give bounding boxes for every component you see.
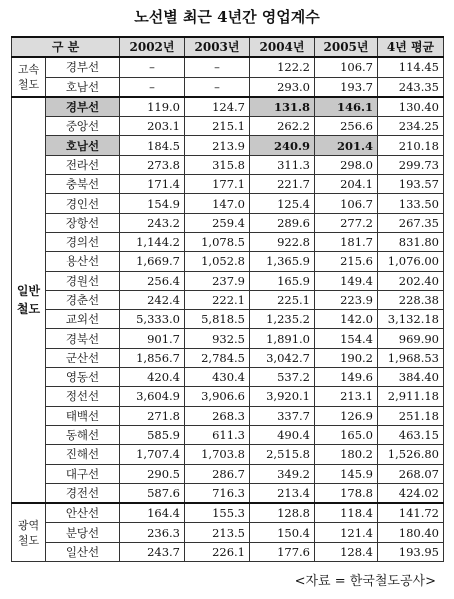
table-title: 노선별 최근 4년간 영업계수 [134, 8, 320, 26]
value-2003: 268.3 [185, 406, 250, 425]
route-name: 분당선 [46, 523, 120, 542]
table-row [12, 368, 444, 387]
value-2002: 290.5 [120, 464, 185, 483]
route-name: 전라선 [46, 155, 120, 174]
table-row [12, 523, 444, 542]
table-row [12, 57, 444, 77]
route-name: 경부선 [46, 57, 120, 77]
header-row [12, 37, 444, 57]
value-2003: 2,784.5 [185, 348, 250, 367]
group-label-ktx: 고속 철도 [12, 57, 46, 97]
value-2003: 5,818.5 [185, 310, 250, 329]
value-average: 969.90 [378, 329, 444, 348]
route-name: 호남선 [46, 136, 120, 155]
header-average: 4년 평균 [378, 37, 444, 57]
route-name: 경원선 [46, 271, 120, 290]
value-2003: 430.4 [185, 368, 250, 387]
table-row [12, 175, 444, 194]
value-2002: 242.4 [120, 290, 185, 309]
value-2003: 315.8 [185, 155, 250, 174]
value-average: 228.38 [378, 290, 444, 309]
value-2004: 537.2 [250, 368, 315, 387]
value-2004: 131.8 [250, 97, 315, 117]
table-row [12, 348, 444, 367]
route-name: 교외선 [46, 310, 120, 329]
value-2005: 256.6 [315, 117, 378, 136]
value-2002: 164.4 [120, 503, 185, 523]
value-2003: 259.4 [185, 213, 250, 232]
value-2005: 181.7 [315, 232, 378, 251]
value-average: 210.18 [378, 136, 444, 155]
value-2002: 184.5 [120, 136, 185, 155]
value-average: 463.15 [378, 425, 444, 444]
value-average: 193.95 [378, 542, 444, 561]
value-2004: 3,042.7 [250, 348, 315, 367]
value-2003: 611.3 [185, 425, 250, 444]
value-2004: 1,235.2 [250, 310, 315, 329]
value-2002: 1,856.7 [120, 348, 185, 367]
value-2003: 213.5 [185, 523, 250, 542]
route-name: 정선선 [46, 387, 120, 406]
route-name: 진해선 [46, 445, 120, 464]
table-row [12, 117, 444, 136]
table-row [12, 290, 444, 309]
value-2003: 1,052.8 [185, 252, 250, 271]
value-2004: 165.9 [250, 271, 315, 290]
table-row [12, 271, 444, 290]
value-2004: 289.6 [250, 213, 315, 232]
value-2002: 1,707.4 [120, 445, 185, 464]
value-2005: 154.4 [315, 329, 378, 348]
value-2002: 154.9 [120, 194, 185, 213]
value-2003: 155.3 [185, 503, 250, 523]
value-average: 243.35 [378, 77, 444, 97]
value-2002: 587.6 [120, 483, 185, 503]
value-2005: 298.0 [315, 155, 378, 174]
header-2005: 2005년 [315, 37, 378, 57]
route-name: 경인선 [46, 194, 120, 213]
value-2005: 180.2 [315, 445, 378, 464]
table-row [12, 77, 444, 97]
value-average: 2,911.18 [378, 387, 444, 406]
value-2005: 118.4 [315, 503, 378, 523]
table-row [12, 445, 444, 464]
value-average: 1,076.00 [378, 252, 444, 271]
table-row [12, 329, 444, 348]
table-row [12, 542, 444, 561]
value-2002: 171.4 [120, 175, 185, 194]
value-2003: 237.9 [185, 271, 250, 290]
value-2005: 142.0 [315, 310, 378, 329]
table-row [12, 406, 444, 425]
value-2005: 178.8 [315, 483, 378, 503]
value-2002: – [120, 77, 185, 97]
value-2002: 203.1 [120, 117, 185, 136]
table-row [12, 252, 444, 271]
value-average: 1,526.80 [378, 445, 444, 464]
group-label-general: 일반 철도 [12, 97, 46, 503]
table-row [12, 425, 444, 444]
table-row [12, 97, 444, 117]
value-2004: 125.4 [250, 194, 315, 213]
route-name: 장항선 [46, 213, 120, 232]
value-2004: 262.2 [250, 117, 315, 136]
value-2005: 193.7 [315, 77, 378, 97]
value-average: 180.40 [378, 523, 444, 542]
value-2004: 1,891.0 [250, 329, 315, 348]
value-2004: 311.3 [250, 155, 315, 174]
value-average: 299.73 [378, 155, 444, 174]
value-2005: 213.1 [315, 387, 378, 406]
header-category: 구 분 [12, 37, 120, 57]
value-2003: 124.7 [185, 97, 250, 117]
route-name: 대구선 [46, 464, 120, 483]
value-2005: 204.1 [315, 175, 378, 194]
table-row [12, 464, 444, 483]
group-label-metro: 광역 철도 [12, 503, 46, 561]
table-row [12, 503, 444, 523]
value-2002: 901.7 [120, 329, 185, 348]
value-average: 251.18 [378, 406, 444, 425]
value-2005: 190.2 [315, 348, 378, 367]
value-2005: 128.4 [315, 542, 378, 561]
value-average: 424.02 [378, 483, 444, 503]
value-2002: 273.8 [120, 155, 185, 174]
route-name: 경북선 [46, 329, 120, 348]
route-name: 경춘선 [46, 290, 120, 309]
value-2004: 177.6 [250, 542, 315, 561]
operating-ratio-table [11, 36, 444, 562]
table-row [12, 483, 444, 503]
value-2003: 286.7 [185, 464, 250, 483]
value-average: 267.35 [378, 213, 444, 232]
value-average: 234.25 [378, 117, 444, 136]
value-average: 1,968.53 [378, 348, 444, 367]
value-2004: 150.4 [250, 523, 315, 542]
route-name: 호남선 [46, 77, 120, 97]
value-2003: 226.1 [185, 542, 250, 561]
value-2005: 215.6 [315, 252, 378, 271]
route-name: 경의선 [46, 232, 120, 251]
header-2004: 2004년 [250, 37, 315, 57]
route-name: 태백선 [46, 406, 120, 425]
value-average: 831.80 [378, 232, 444, 251]
value-2003: 147.0 [185, 194, 250, 213]
value-2003: 213.9 [185, 136, 250, 155]
value-average: 202.40 [378, 271, 444, 290]
value-2002: 3,604.9 [120, 387, 185, 406]
header-2002: 2002년 [120, 37, 185, 57]
value-2004: 349.2 [250, 464, 315, 483]
value-2002: 119.0 [120, 97, 185, 117]
value-2002: 243.7 [120, 542, 185, 561]
value-2002: 1,669.7 [120, 252, 185, 271]
value-2002: 5,333.0 [120, 310, 185, 329]
table-row [12, 387, 444, 406]
table-row [12, 136, 444, 155]
value-average: 3,132.18 [378, 310, 444, 329]
value-average: 268.07 [378, 464, 444, 483]
value-2003: 716.3 [185, 483, 250, 503]
value-2004: 128.8 [250, 503, 315, 523]
value-2005: 165.0 [315, 425, 378, 444]
value-2003: 222.1 [185, 290, 250, 309]
value-2003: 3,906.6 [185, 387, 250, 406]
value-2004: 240.9 [250, 136, 315, 155]
value-2002: 236.3 [120, 523, 185, 542]
route-name: 동해선 [46, 425, 120, 444]
value-2002: 1,144.2 [120, 232, 185, 251]
value-2005: 145.9 [315, 464, 378, 483]
value-2003: 932.5 [185, 329, 250, 348]
value-2002: 271.8 [120, 406, 185, 425]
table-row [12, 310, 444, 329]
value-average: 130.40 [378, 97, 444, 117]
value-2003: 177.1 [185, 175, 250, 194]
value-2005: 201.4 [315, 136, 378, 155]
value-2003: 1,703.8 [185, 445, 250, 464]
value-2003: 215.1 [185, 117, 250, 136]
value-2005: 149.4 [315, 271, 378, 290]
value-2004: 2,515.8 [250, 445, 315, 464]
value-2002: 243.2 [120, 213, 185, 232]
value-2005: 149.6 [315, 368, 378, 387]
value-2002: 585.9 [120, 425, 185, 444]
value-2004: 213.4 [250, 483, 315, 503]
value-average: 193.57 [378, 175, 444, 194]
value-average: 141.72 [378, 503, 444, 523]
value-2004: 922.8 [250, 232, 315, 251]
route-name: 군산선 [46, 348, 120, 367]
route-name: 영동선 [46, 368, 120, 387]
value-2003: 1,078.5 [185, 232, 250, 251]
value-average: 384.40 [378, 368, 444, 387]
value-2005: 106.7 [315, 194, 378, 213]
value-2004: 490.4 [250, 425, 315, 444]
value-average: 114.45 [378, 57, 444, 77]
table-row [12, 232, 444, 251]
table-row [12, 194, 444, 213]
value-2005: 106.7 [315, 57, 378, 77]
table-row [12, 155, 444, 174]
header-2003: 2003년 [185, 37, 250, 57]
value-2004: 1,365.9 [250, 252, 315, 271]
value-2005: 277.2 [315, 213, 378, 232]
source-note: <자료 = 한국철도공사> [294, 574, 436, 589]
route-name: 충북선 [46, 175, 120, 194]
route-name: 중앙선 [46, 117, 120, 136]
value-2002: – [120, 57, 185, 77]
value-2004: 3,920.1 [250, 387, 315, 406]
value-2004: 122.2 [250, 57, 315, 77]
value-2004: 225.1 [250, 290, 315, 309]
value-2004: 337.7 [250, 406, 315, 425]
value-2003: – [185, 57, 250, 77]
route-name: 안산선 [46, 503, 120, 523]
value-2005: 146.1 [315, 97, 378, 117]
value-2005: 126.9 [315, 406, 378, 425]
route-name: 경전선 [46, 483, 120, 503]
table-row [12, 213, 444, 232]
value-average: 133.50 [378, 194, 444, 213]
value-2004: 293.0 [250, 77, 315, 97]
value-2005: 223.9 [315, 290, 378, 309]
route-name: 일산선 [46, 542, 120, 561]
value-2003: – [185, 77, 250, 97]
route-name: 용산선 [46, 252, 120, 271]
value-2005: 121.4 [315, 523, 378, 542]
value-2002: 256.4 [120, 271, 185, 290]
route-name: 경부선 [46, 97, 120, 117]
value-2004: 221.7 [250, 175, 315, 194]
value-2002: 420.4 [120, 368, 185, 387]
